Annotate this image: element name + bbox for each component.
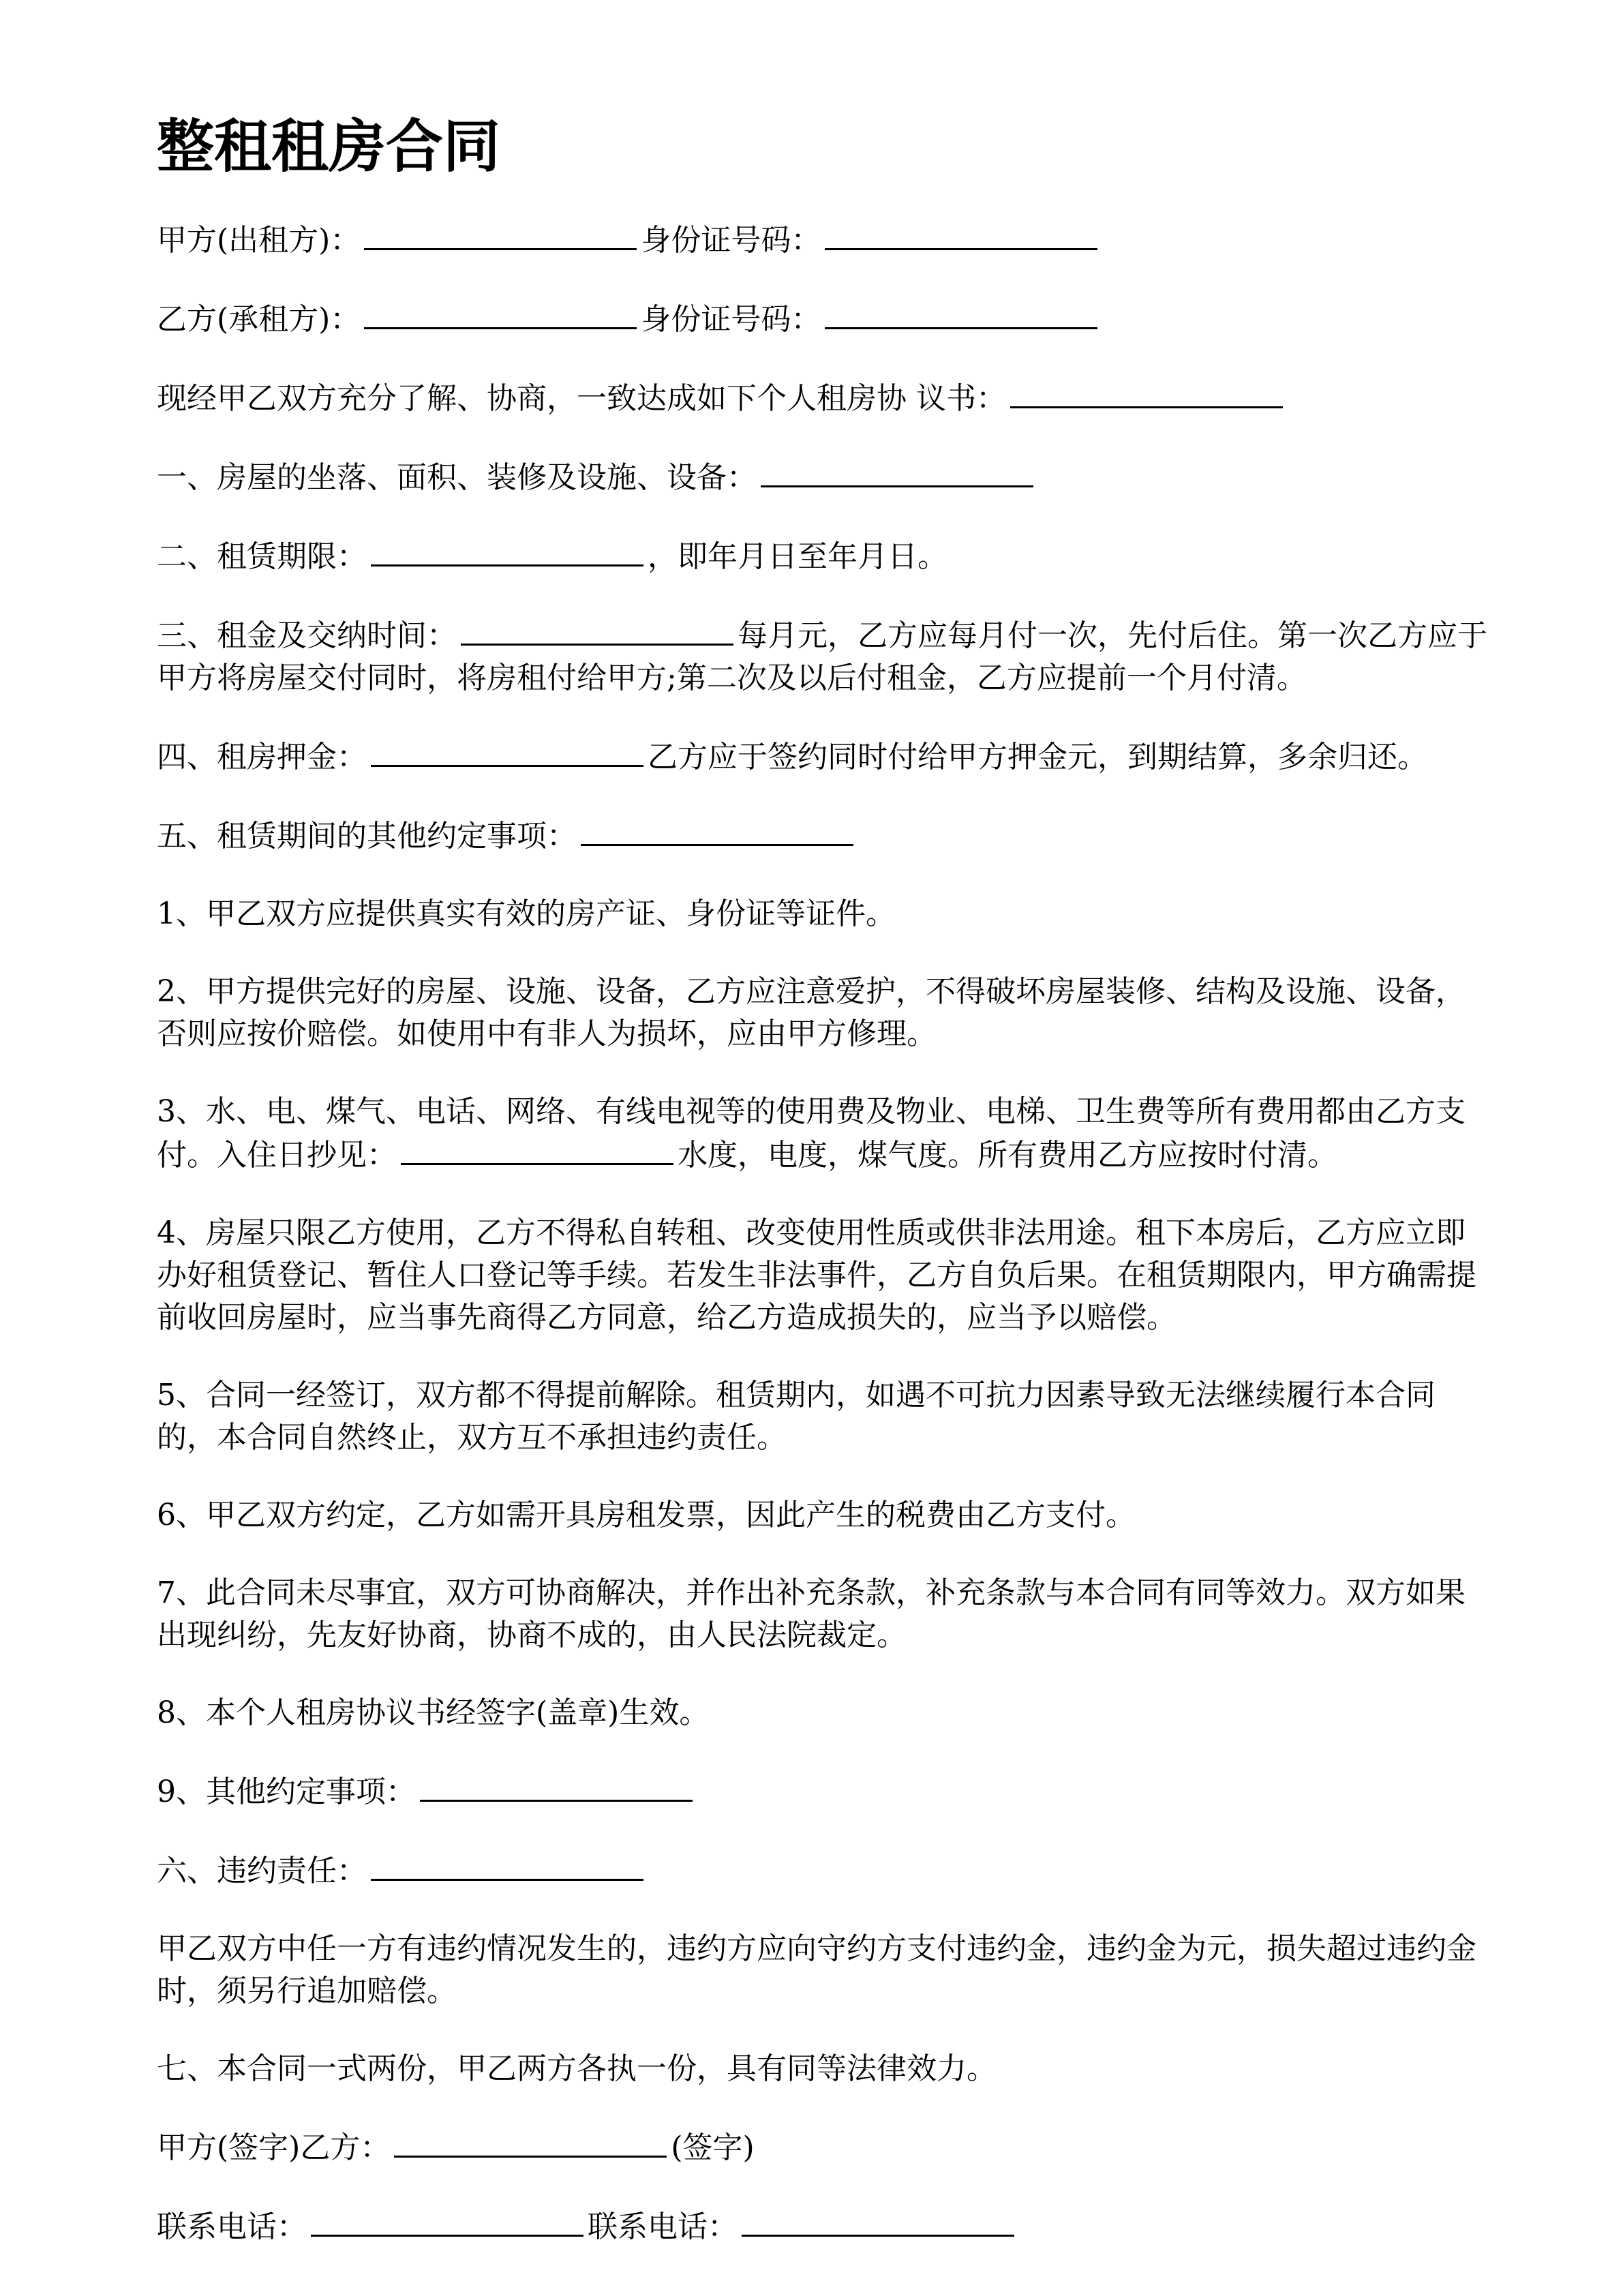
phone-blank-a bbox=[311, 2205, 583, 2237]
section-6-blank bbox=[371, 1849, 643, 1881]
section-2-label: 二、租赁期限： bbox=[157, 539, 367, 574]
section-3-blank bbox=[461, 614, 733, 646]
section-5 bbox=[157, 814, 1493, 858]
section-5-text: 五、租赁期间的其他约定事项： bbox=[157, 819, 577, 854]
section-3-text: 每月元，乙方应每月付一次，先付后住。第一次乙方应于甲方将房屋交付同时，将房租付给甲方;第二次及以后付租金，乙方应提前一个月付清。 bbox=[157, 618, 1487, 695]
section-1 bbox=[157, 455, 1493, 499]
section-2-text: ，即年月日至年月日。 bbox=[648, 539, 947, 574]
party-a-line bbox=[157, 218, 1493, 262]
party-a-label: 甲方(出租方)： bbox=[157, 223, 361, 258]
clause-6: 6、甲乙双方约定，乙方如需开具房租发票，因此产生的税费由乙方支付。 bbox=[157, 1498, 1136, 1532]
signature-line bbox=[157, 2126, 1493, 2169]
section-6 bbox=[157, 1849, 1493, 1892]
contract-document bbox=[157, 109, 1493, 2284]
clause-9 bbox=[157, 1770, 1493, 1813]
clause-4: 4、房屋只限乙方使用，乙方不得私自转租、改变使用性质或供非法用途。租下本房后，乙方应立即办好租赁登记、暂住人口登记等手续。若发生非法事件，乙方自负后果。在租赁期限内，甲方确需提前收回房屋时，应当事先商得乙方同意，给乙方造成损失的，应当予以赔偿。 bbox=[157, 1215, 1476, 1335]
intro-line bbox=[157, 376, 1493, 420]
section-1-blank bbox=[761, 455, 1033, 487]
signature-label: 甲方(签字)乙方： bbox=[157, 2130, 391, 2165]
section-2-blank bbox=[371, 534, 643, 567]
party-a-name-blank bbox=[364, 218, 637, 250]
clause-5: 5、合同一经签订，双方都不得提前解除。租赁期内，如遇不可抗力因素导致无法继续履行本合同的，本合同自然终止，双方互不承担违约责任。 bbox=[157, 1378, 1436, 1455]
clause-3-text-a: 3、水、电、煤气、电话、网络、有线电视等的使用费及物业、电梯、卫生费等所有费用都由乙方支付。入住日抄见： bbox=[157, 1094, 1466, 1173]
signature-blank bbox=[394, 2126, 667, 2158]
section-4-text: 乙方应于签约同时付给甲方押金元，到期结算，多余归还。 bbox=[648, 740, 1427, 774]
party-b-name-blank bbox=[364, 297, 637, 329]
clause-3 bbox=[157, 1091, 1493, 1177]
document-title: 整租租房合同 bbox=[157, 113, 501, 180]
intro-text: 现经甲乙双方充分了解、协商，一致达成如下个人租房协 议书： bbox=[157, 381, 1006, 416]
section-3-label: 三、租金及交纳时间： bbox=[157, 618, 457, 653]
party-b-id-label: 身份证号码： bbox=[641, 302, 821, 337]
party-a-id-label: 身份证号码： bbox=[641, 223, 821, 258]
section-5-blank bbox=[581, 814, 853, 846]
clause-7: 7、此合同未尽事宜，双方可协商解决，并作出补充条款，补充条款与本合同有同等效力。双方如果出现纠纷，先友好协商，协商不成的，由人民法院裁定。 bbox=[157, 1575, 1466, 1652]
clause-2: 2、甲方提供完好的房屋、设施、设备，乙方应注意爱护，不得破坏房屋装修、结构及设施、设备，否则应按价赔偿。如使用中有非人为损坏，应由甲方修理。 bbox=[157, 974, 1466, 1051]
party-a-id-blank bbox=[825, 218, 1097, 250]
section-6-detail: 甲乙双方中任一方有违约情况发生的，违约方应向守约方支付违约金，违约金为元，损失超过违约金时，须另行追加赔偿。 bbox=[157, 1931, 1476, 2008]
section-4-blank bbox=[371, 735, 643, 767]
section-2 bbox=[157, 534, 1493, 578]
section-1-text: 一、房屋的坐落、面积、装修及设施、设备： bbox=[157, 460, 757, 495]
section-4 bbox=[157, 735, 1493, 779]
section-3 bbox=[157, 614, 1493, 699]
phone-blank-b bbox=[742, 2205, 1014, 2237]
phone-line bbox=[157, 2205, 1493, 2248]
intro-blank bbox=[1010, 376, 1283, 408]
signature-suffix: (签字) bbox=[671, 2130, 755, 2165]
clause-8: 8、本个人租房协议书经签字(盖章)生效。 bbox=[157, 1695, 710, 1730]
party-b-id-blank bbox=[825, 297, 1097, 329]
clause-3-blank bbox=[401, 1133, 673, 1165]
clause-9-blank bbox=[420, 1770, 693, 1802]
clause-3-text-b: 水度，电度，煤气度。所有费用乙方应按时付清。 bbox=[678, 1138, 1337, 1173]
clause-9-text: 9、其他约定事项： bbox=[157, 1774, 416, 1809]
clause-1: 1、甲乙双方应提供真实有效的房产证、身份证等证件。 bbox=[157, 896, 896, 931]
phone-label-b: 联系电话： bbox=[588, 2209, 738, 2244]
phone-label-a: 联系电话： bbox=[157, 2209, 307, 2244]
section-7: 七、本合同一式两份，甲乙两方各执一份，具有同等法律效力。 bbox=[157, 2051, 997, 2086]
party-b-line bbox=[157, 297, 1493, 341]
party-b-label: 乙方(承租方)： bbox=[157, 302, 361, 337]
section-6-text: 六、违约责任： bbox=[157, 1854, 367, 1888]
section-4-label: 四、租房押金： bbox=[157, 740, 367, 774]
